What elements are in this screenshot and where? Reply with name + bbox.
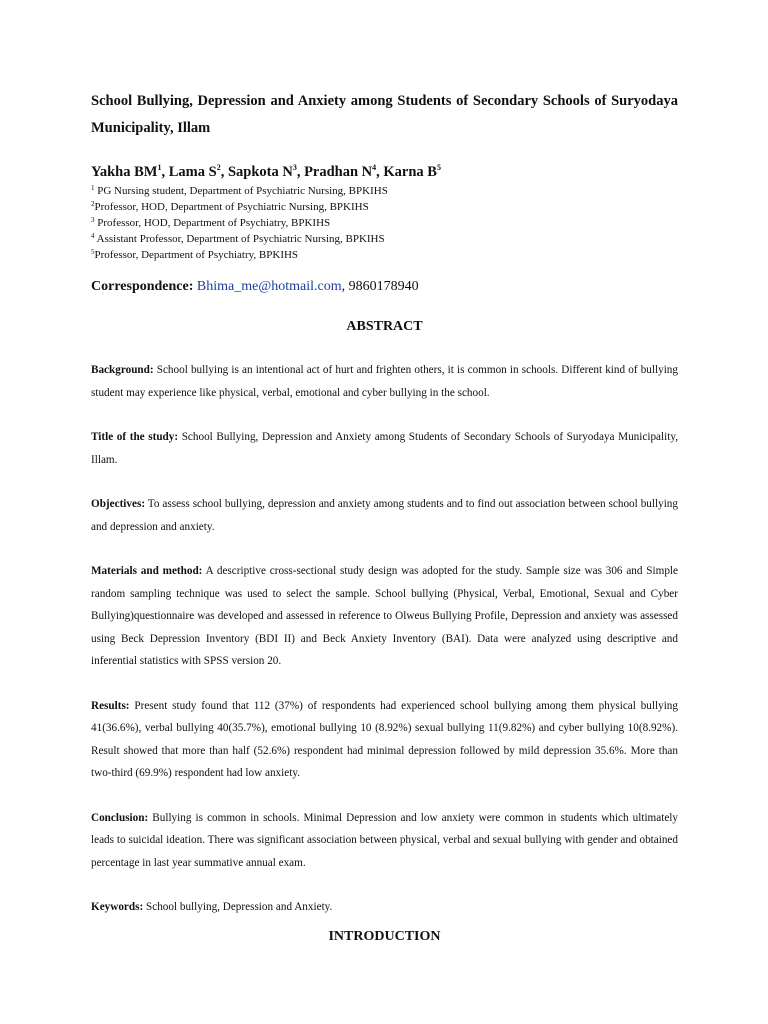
section-label: Title of the study: [91,431,179,443]
section-label: Keywords: [91,901,144,913]
author-list [91,162,678,182]
affiliation: $^3$ Professor, HOD, Department of Psychiatry, BPKIHS [91,216,331,229]
affiliation: $^2$Professor, HOD, Department of Psychiatric Nursing, BPKIHS [91,200,369,213]
section-label: Materials and method: [91,565,203,577]
affiliation-list [91,183,678,263]
materials-paragraph: Materials and method: A descriptive cross-sectional study design was adopted for the study. Sample size was 306 and Simple random sampling technique was used to select the sample. School bullying (Physical, Verbal, Emotional, Sexual and Cyber Bullying)questionnaire was developed and assessed in reference to Olweus Bullying Profile, Depression and anxiety was assessed using Beck Depression Inventory (BDI II) and Beck Anxiety Inventory (BAI). Data were analyzed using descriptive and inferential statistics with SPSS version 20. [91,565,678,667]
abstract-heading: ABSTRACT [346,319,423,334]
section-label: Objectives: [91,498,146,510]
keywords-paragraph: Keywords: School bullying, Depression and Anxiety. [91,901,333,913]
paper-title: School Bullying, Depression and Anxiety among Students of Secondary Schools of Suryodaya Municipality, Illam [91,93,678,136]
section-label: Conclusion: [91,811,149,824]
section-label: Results: [91,699,130,712]
author: Sapkota $N^3$, [227,163,305,180]
author: Karna $B^5$ [383,163,441,180]
author: Lama $S^2$, [168,163,228,180]
correspondence-email-link[interactable]: Bhima_me@hotmail.com [196,279,342,294]
objectives-paragraph: Objectives: To assess school bullying, depression and anxiety among students and to find out association between school bullying and depression and anxiety. [91,498,678,533]
affiliation: $^5$Professor, Department of Psychiatry, BPKIHS [91,248,299,261]
conclusion-paragraph: Conclusion: Bullying is common in schools. Minimal Depression and low anxiety were common in students which ultimately leads to suicidal ideation. There was significant association between physical, verbal and sexual bullying with gender and obtained percentage in last year summative annual exam. [91,811,678,869]
paper-content [91,88,678,947]
correspondence-phone: , 9860178940 [341,279,419,294]
author: Pradhan $N^4$, [304,163,384,180]
correspondence-label: Correspondence: [91,279,194,294]
author: Yakha $BM^1$, [91,163,169,180]
title-of-study-paragraph: Title of the study: School Bullying, Depression and Anxiety among Students of Secondary Schools of Suryodaya Municipality, Illam. [91,431,679,466]
affiliation: $^4$ Assistant Professor, Department of Psychiatric Nursing, BPKIHS [91,232,385,245]
introduction-heading: INTRODUCTION [328,928,441,944]
background-paragraph: Background: School bullying is an intentional act of hurt and frighten others, it is common in schools. Different kind of bullying student may experience like physical, verbal, emotional and cyber bullying in the school. [91,364,678,399]
results-paragraph: Results: Present study found that 112 (37%) of respondents had experienced school bullying among them physical bullying 41(36.6%), verbal bullying 40(35.7%), emotional bullying 10 (8.92%) sexual bullying 11(9.82%) and cyber bullying 10(8.92%). Result showed that more than half (52.6%) respondent had minimal depression followed by mild depression 35.6%. More than two-third (69.9%) respondent had low anxiety. [91,699,678,779]
correspondence [91,277,678,297]
affiliation: $^1$ PG Nursing student, Department of Psychiatric Nursing, BPKIHS [91,184,388,197]
section-label: Background: [91,364,154,376]
